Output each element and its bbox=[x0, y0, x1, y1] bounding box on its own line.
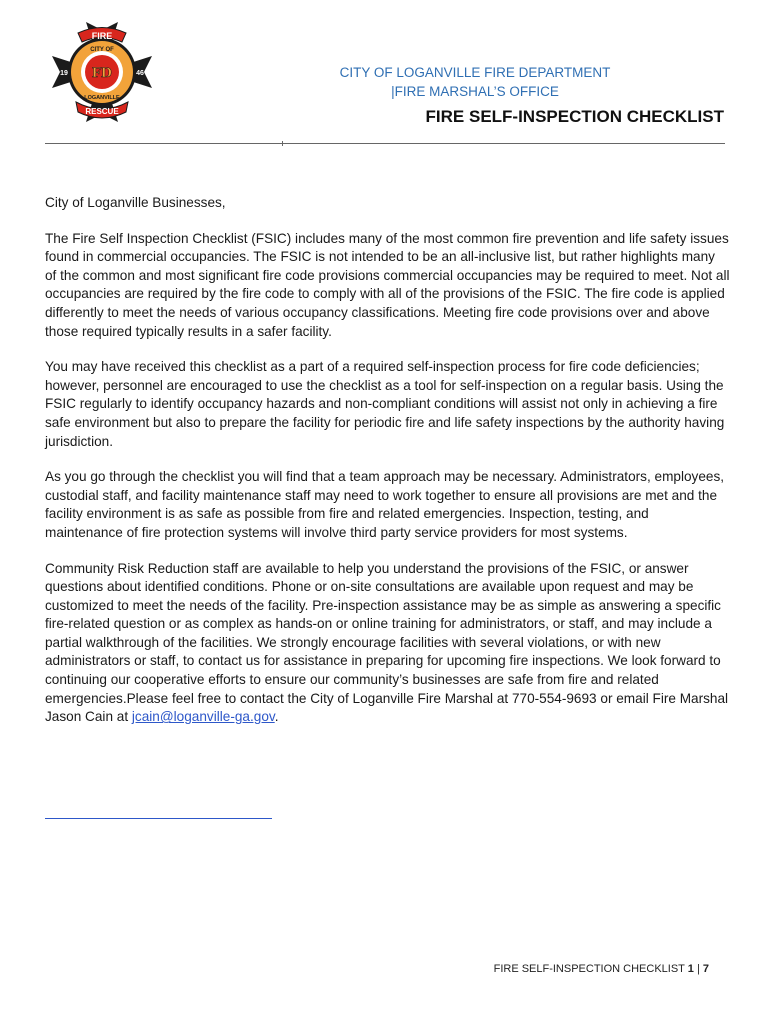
paragraph-2: You may have received this checklist as a part of a required self-inspection process for fire code deficiencies; however, personnel are encouraged to use the checklist as a tool for self-inspection on a regular basis. Using the FSIC regularly to identify occupancy hazards and non-compliant conditions will assist not only in achieving a fire safe environment but also to prepare the facility for periodic fire and life safety inspections by the authority having jurisdiction. bbox=[45, 359, 725, 449]
salutation: City of Loganville Businesses, bbox=[45, 195, 226, 210]
logo-badge: FD bbox=[92, 65, 112, 81]
paragraph-4-end: . bbox=[274, 709, 279, 725]
footer-total: 7 bbox=[702, 963, 709, 975]
email-link[interactable]: jcain@loganville-ga.gov bbox=[131, 709, 275, 725]
logo-ring-top: CITY OF bbox=[90, 47, 114, 53]
footer-page: 1 bbox=[687, 963, 694, 975]
footer-separator: | bbox=[693, 963, 703, 975]
logo-ring-bottom: LOGANVILLE bbox=[84, 95, 120, 101]
document-title: FIRE SELF-INSPECTION CHECKLIST bbox=[425, 107, 724, 126]
signature-divider bbox=[45, 818, 272, 819]
department-name: CITY OF LOGANVILLE FIRE DEPARTMENT bbox=[339, 65, 611, 80]
page-footer bbox=[494, 963, 709, 975]
logo-year-left: 19 bbox=[60, 70, 68, 77]
letter-body bbox=[45, 194, 730, 744]
logo-year-right: 46 bbox=[136, 70, 144, 77]
paragraph-4 bbox=[45, 560, 730, 727]
office-name: |FIRE MARSHAL’S OFFICE bbox=[391, 84, 559, 99]
footer-label: FIRE SELF-INSPECTION CHECKLIST bbox=[493, 963, 688, 975]
paragraph-4-text: Community Risk Reduction staff are available to help you understand the provisions of the FSIC, or answer questions about identified conditions. Phone or on-site consultations are available upon request and may be customized to meet the needs of the facility. Pre-inspection assistance may be as simple as answering a specific fire-related question or as complex as hands-on or online training for administrators, or staff, and may include a partial walkthrough of the facilities. We strongly encourage facilities with several violations, or with new administrators or staff, to contact us for assistance in preparing for upcoming fire inspections. We look forward to continuing our cooperative efforts to ensure our community’s businesses are safe from fire and related emergencies.Please feel free to contact the City of Loganville Fire Marshal at 770-554-9693 or email Fire Marshal Jason Cain at bbox=[45, 560, 729, 725]
header-divider bbox=[45, 143, 725, 144]
fire-rescue-logo bbox=[48, 20, 156, 124]
logo-top-text: FIRE bbox=[91, 31, 113, 41]
header-divider-tick bbox=[282, 141, 283, 146]
paragraph-1: The Fire Self Inspection Checklist (FSIC) includes many of the most common fire prevention and life safety issues found in commercial occupancies. The FSIC is not intended to be an all-inclusive list, but rather highlights many of the common and most significant fire code provisions commercial occupancies may be required to meet. Not all occupancies are required by the fire code to comply with all of the provisions of the FSIC. The fire code is applied differently to meet the needs of various occupancy classifications. Meeting fire code provisions over and above those required typically results in a safer facility. bbox=[45, 230, 730, 339]
logo-bottom-text: RESCUE bbox=[85, 107, 119, 116]
paragraph-3: As you go through the checklist you will find that a team approach may be necessary. Administrators, employees, custodial staff, and facility maintenance staff may need to work together to ensure all provisions are met and the facility environment is as safe as possible from fire and related emergencies. Inspection, testing, and maintenance of fire protection systems will involve third party service providers for most systems. bbox=[45, 469, 725, 540]
